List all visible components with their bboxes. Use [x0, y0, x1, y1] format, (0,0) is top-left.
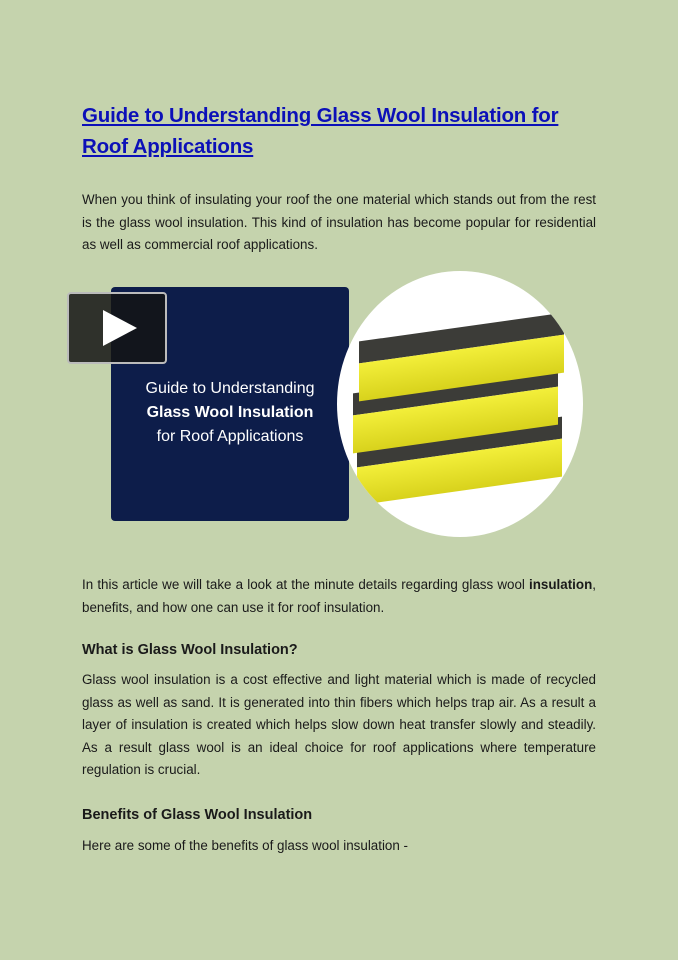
video-thumbnail[interactable] — [83, 262, 595, 545]
video-title-line1: Guide to Understanding — [145, 380, 315, 397]
section-benefits-body: Here are some of the benefits of glass wool insulation - — [82, 838, 409, 853]
article-title-link[interactable]: Guide to Understanding Glass Wool Insulation for Roof Applications — [82, 104, 559, 158]
video-title-line3: for Roof Applications — [156, 428, 304, 445]
section-what-is-body: Glass wool insulation is a cost effective and light material which is made of recycled glass as well as sand. It is generated into thin fibers which helps trap air. As a result a layer of insulation is created which helps slow down heat transfer slowly and steadily. As a result glass wool is an ideal choice for roof applications where temperature regulation is crucial. — [82, 672, 596, 777]
article-intro-text: In this article we will take a look at the minute details regarding glass wool — [82, 577, 530, 592]
section-heading-what-is: What is Glass Wool Insulation? — [82, 642, 298, 658]
insulation-image — [337, 271, 583, 537]
play-button[interactable] — [67, 292, 167, 364]
article-intro-paragraph — [82, 574, 596, 619]
section-heading-benefits: Benefits of Glass Wool Insulation — [82, 807, 313, 823]
article-intro-bold: insulation — [529, 577, 593, 592]
play-icon — [99, 308, 139, 348]
article-intro-text-end: , benefits, and how one can use it for roof insulation. — [82, 577, 596, 615]
intro-paragraph: When you think of insulating your roof the one material which stands out from the rest is the glass wool insulation. This kind of insulation has become popular for residential as well as commercial roof applications. — [82, 192, 596, 252]
video-title-line2: Glass Wool Insulation — [146, 404, 314, 421]
